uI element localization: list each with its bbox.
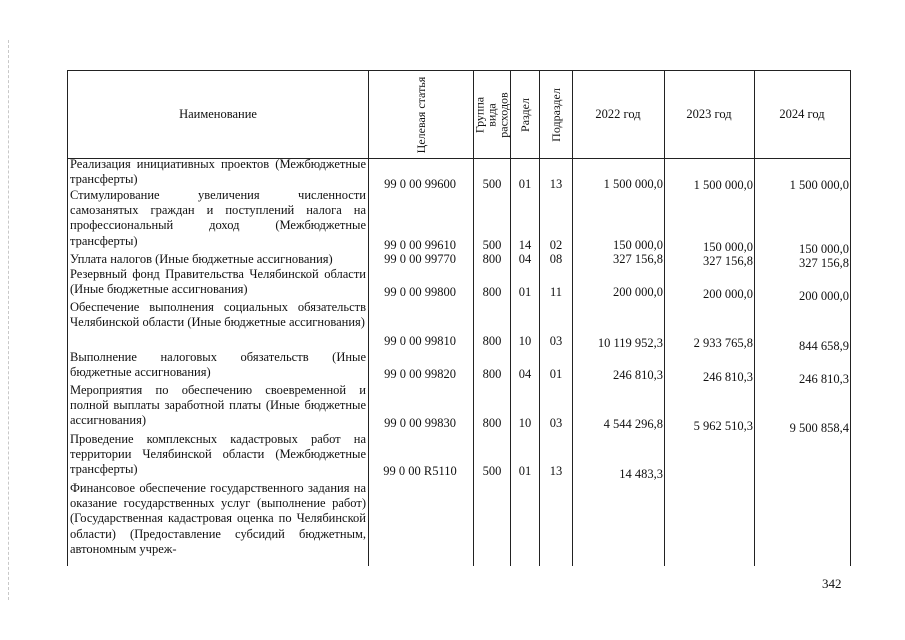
row-value-2022: 10 119 952,3 (597, 336, 663, 350)
row-subsection: 03 (549, 416, 563, 430)
header-2023: 2023 год (686, 107, 732, 121)
row-value-2023: 5 962 510,3 (693, 419, 753, 433)
row-group: 800 (482, 252, 502, 266)
header-expense-group: Группа вида расходов (473, 91, 511, 138)
row-value-2023: 150 000,0 (703, 240, 753, 254)
row-name: Мероприятия по обеспечению своевременной и полной выплаты заработной платы (Иные бюджетные ассигнования) (70, 383, 366, 428)
header-2024: 2024 год (779, 107, 825, 121)
header-2022: 2022 год (595, 107, 641, 121)
row-subsection: 01 (549, 367, 563, 381)
row-value-2024: 9 500 858,4 (789, 421, 849, 435)
row-section: 01 (518, 177, 532, 191)
row-section: 10 (518, 334, 532, 348)
row-value-2024: 327 156,8 (799, 256, 849, 270)
row-article: 99 0 00 99820 (384, 367, 456, 381)
row-article: 99 0 00 99770 (384, 252, 456, 266)
row-value-2023: 327 156,8 (703, 254, 753, 268)
row-subsection: 11 (549, 285, 563, 299)
page-number: 342 (822, 576, 842, 591)
row-group: 500 (482, 238, 502, 252)
row-subsection: 03 (549, 334, 563, 348)
row-group: 800 (482, 334, 502, 348)
row-value-2023: 200 000,0 (703, 287, 753, 301)
budget-table (67, 70, 851, 566)
row-article: 99 0 00 99830 (384, 416, 456, 430)
row-name: Финансовое обеспечение государственного задания на оказание государственных услуг (выполнение работ) (Государственная кадастровая оценка по Челябинской области) (Предоставление субсидий бюджетным, автономным учреж- (70, 481, 366, 556)
row-subsection: 13 (549, 177, 563, 191)
row-section: 04 (518, 367, 532, 381)
row-subsection: 02 (549, 238, 563, 252)
row-subsection: 08 (549, 252, 563, 266)
row-section: 14 (518, 238, 532, 252)
row-value-2024: 246 810,3 (799, 372, 849, 386)
row-section: 10 (518, 416, 532, 430)
scan-margin-mark (8, 40, 10, 600)
row-name: Реализация инициативных проектов (Межбюджетные трансферты) (70, 157, 366, 187)
row-value-2024: 200 000,0 (799, 289, 849, 303)
row-value-2022: 4 544 296,8 (603, 417, 663, 431)
row-group: 800 (482, 367, 502, 381)
header-name: Наименование (179, 107, 257, 121)
row-value-2024: 150 000,0 (799, 242, 849, 256)
row-name: Уплата налогов (Иные бюджетные ассигнования) (70, 252, 333, 266)
row-group: 500 (482, 464, 502, 478)
row-name: Проведение комплексных кадастровых работ на территории Челябинской области (Межбюджетные трансферты) (70, 432, 366, 477)
row-value-2022: 327 156,8 (613, 252, 663, 266)
header-section: Раздел (518, 97, 533, 132)
row-name: Резервный фонд Правительства Челябинской области (Иные бюджетные ассигнования) (70, 267, 366, 297)
row-group: 800 (482, 285, 502, 299)
row-section: 04 (518, 252, 532, 266)
row-value-2024: 1 500 000,0 (789, 178, 849, 192)
row-article: 99 0 00 99600 (384, 177, 456, 191)
row-value-2023: 1 500 000,0 (693, 178, 753, 192)
row-name: Выполнение налоговых обязательств (Иные бюджетные ассигнования) (70, 350, 366, 380)
row-value-2022: 200 000,0 (613, 285, 663, 299)
row-section: 01 (518, 464, 532, 478)
row-section: 01 (518, 285, 532, 299)
row-article: 99 0 00 99800 (384, 285, 456, 299)
row-value-2022: 1 500 000,0 (603, 177, 663, 191)
row-subsection: 13 (549, 464, 563, 478)
row-name: Стимулирование увеличения численности самозанятых граждан и поступлений налога на профессиональный доход (Межбюджетные трансферты) (70, 188, 366, 248)
header-target-article: Целевая статья (414, 76, 428, 153)
row-value-2024: 844 658,9 (799, 339, 849, 353)
row-value-2022: 246 810,3 (613, 368, 663, 382)
row-article: 99 0 00 99610 (384, 238, 456, 252)
row-article: 99 0 00 99810 (384, 334, 456, 348)
row-article: 99 0 00 R5110 (383, 464, 457, 478)
row-value-2022: 150 000,0 (613, 238, 663, 252)
row-group: 500 (482, 177, 502, 191)
row-name: Обеспечение выполнения социальных обязательств Челябинской области (Иные бюджетные ассигнования) (70, 300, 366, 330)
row-value-2023: 246 810,3 (703, 370, 753, 384)
row-value-2023: 2 933 765,8 (693, 336, 753, 350)
row-group: 800 (482, 416, 502, 430)
header-subsection: Подраздел (549, 87, 564, 142)
row-value-2022: 14 483,3 (619, 467, 663, 481)
